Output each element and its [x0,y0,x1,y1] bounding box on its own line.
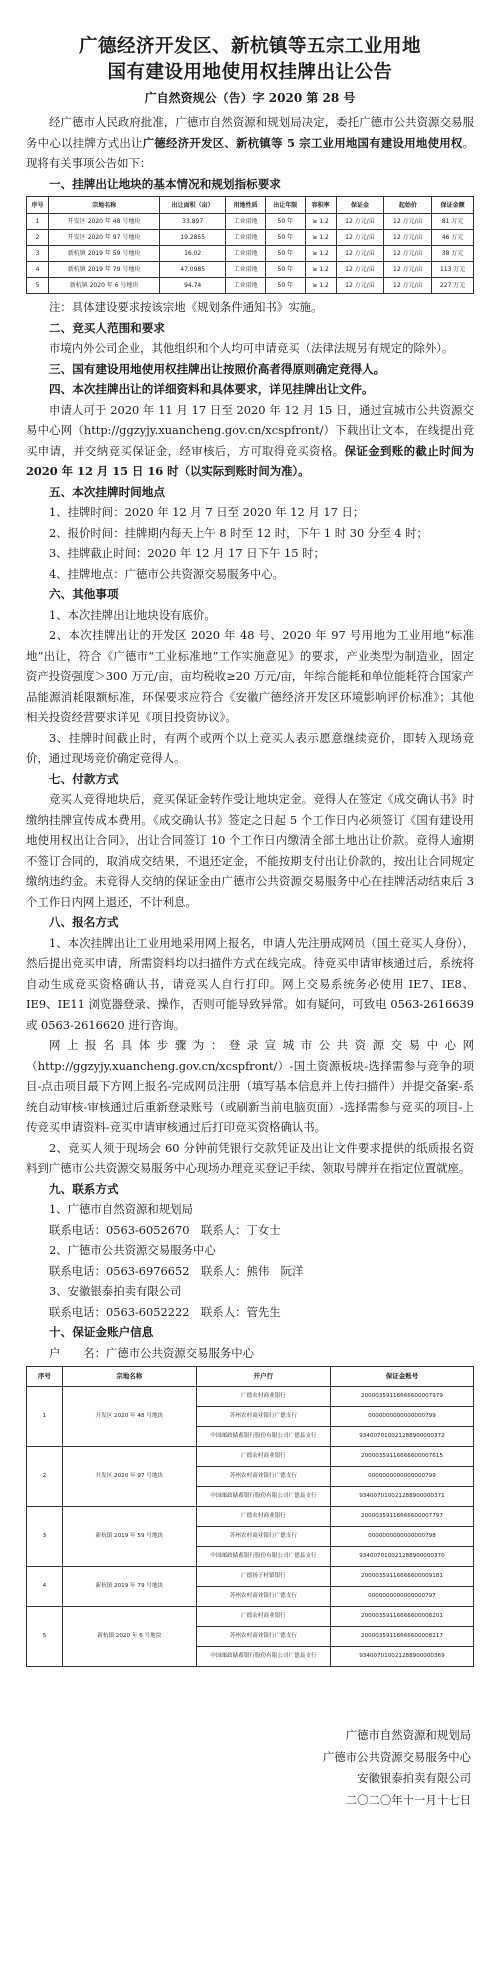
table-row [27,1507,474,1527]
title-line-1: 广德经济开发区、新杭镇等五宗工业用地 [78,36,421,57]
bank-name: 广德农村商业银行 [196,1507,330,1527]
parcel-number: 1 [27,1387,63,1447]
bank-name: 苏州农村商业银行广德支行 [196,1407,330,1427]
table-cell: 开发区 2020 年 97 号地块 [49,230,160,246]
deposit-col-header: 保证金账号 [330,1367,473,1387]
parcel-col-header: 起始价 [384,197,432,214]
table-cell: 12 万元/亩 [336,262,384,278]
bank-name: 广德农村商业银行 [196,1387,330,1407]
table-cell: ≥ 1.2 [305,214,336,230]
table-row [27,1607,474,1627]
schedule-item: 4、挂牌地点：广德市公共资源交易服务中心。 [49,566,285,581]
bank-name: 广德扬子村镇银行 [196,1567,330,1587]
table-cell: 50 年 [265,214,305,230]
table-row [27,1387,474,1407]
table-cell: 12 万元/亩 [336,278,384,294]
table-cell: 5 [27,278,49,294]
intro-highlight: 广德经济开发区、新杭镇等 5 宗工业用地国有建设用地使用权 [142,135,463,150]
account-number: 934007010021288900000371 [330,1487,473,1507]
parcel-table [26,196,474,294]
table-cell: 227 万元 [432,278,474,294]
table-cell: 12 万元/亩 [384,262,432,278]
table-cell: 新杭镇 2019 年 79 号地块 [49,262,160,278]
signature-block [26,1725,474,1811]
section-5-heading: 五、本次挂牌时间地点 [49,484,165,499]
table-cell: 12 万元/亩 [336,246,384,262]
table-cell: 12 万元/亩 [336,230,384,246]
parcel-col-header: 用地性质 [226,197,266,214]
table-cell: 50 年 [265,262,305,278]
section-10-heading: 十、保证金账户信息 [49,1325,154,1339]
section-1-heading: 一、挂牌出让地块的基本情况和规划指标要求 [49,176,281,191]
table-cell: 开发区 2020 年 48 号地块 [49,214,160,230]
account-holder: 户 名：广德市公共资源交易服务中心 [49,1345,255,1360]
schedule-item: 1、挂牌时间：2020 年 12 月 7 日至 2020 年 12 月 17 日； [49,505,365,519]
deposit-table-header [27,1367,474,1387]
parcel-col-header: 保证金额 [432,197,474,214]
deposit-col-header: 序号 [27,1367,63,1387]
account-number: 20000359116666600007797 [330,1507,473,1527]
parcel-col-header: 序号 [27,197,49,214]
account-number: 0000000000000000797 [330,1587,473,1607]
section-2-text: 市境内外公司企业，其他组织和个人均可申请竞买（法律法规另有规定的除外）。 [49,341,454,355]
parcel-col-header: 出让面积（亩） [160,197,226,214]
account-number: 20000359116666600009181 [330,1567,473,1587]
section-7-text: 竞买人竞得地块后，竞买保证金转作受让地块定金。竞得人在签定《成交确认书》时缴纳挂牌宣传成本费用。《成交确认书》签定之日起 5 个工作日内必须签订《国有建设用地使用权出让合同》，出让合同签订 10 个工作日内缴清全部土地出让价款。竞得人逾期不签订合同的，取消成交结果，不退还定金，不能按期支付出让价款的，按出让合同规定缴纳违约金。未竞得人交纳的保证金由广德市公共资源交易服务中心在挂牌活动结束后 3 个工作日内网上退还，不计利息。 [26,792,474,909]
table-note: 注：具体建设要求按该宗地《规划条件通知书》实施。 [49,300,323,314]
table-row [27,246,474,262]
parcel-number: 5 [27,1607,63,1667]
table-cell: 12 万元/亩 [384,230,432,246]
account-number: 0000000000000000799 [330,1467,473,1487]
table-cell: 12 万元/亩 [336,214,384,230]
title-line-2: 国有建设用地使用权挂牌出让公告 [107,62,393,83]
deposit-deadline: 保证金到账的截止时间为 2020 年 12 月 15 日 16 时（以实际到账时间为准）。 [26,443,474,478]
bank-name: 中国邮政储蓄银行股份有限公司广德县支行 [196,1487,330,1507]
bank-name: 广德农村商业银行 [196,1447,330,1467]
table-cell: ≥ 1.2 [305,230,336,246]
section-8-text-2: 网上报名具体步骤为：登录宣城市公共资源交易中心网（http://ggzyjy.xuancheng.gov.cn/xcspfront/）-国土资源板块-选择需参与竞争的项目-点击项目最下方网上报名-完成网员注册（填写基本信息并上传扫描件）并提交备案-系统自动审核-审核通过后重新登录账号（或刷新当前电脑页面）-选择需参与竞买的项目-上传竞买申请资料-竞买申请审核通过后打印竞买资格确认书。 [26,1038,474,1134]
table-cell: 工业用地 [226,230,266,246]
signature-line: 广德市公共资源交易服务中心 [322,1749,471,1764]
parcel-name: 开发区 2020 年 48 号地块 [62,1387,196,1447]
contact-line: 联系电话：0563-6052222 联系人：管先生 [49,1304,281,1319]
deposit-col-header: 开户行 [196,1367,330,1387]
table-cell: 3 [27,246,49,262]
table-cell: 工业用地 [226,262,266,278]
account-number: 934007010021288900000369 [330,1647,473,1667]
table-cell: 工业用地 [226,214,266,230]
table-cell: 46 万元 [432,230,474,246]
bank-name: 苏州农村商业银行广德支行 [196,1627,330,1647]
deposit-account-table [26,1366,474,1667]
table-cell: 50 年 [265,246,305,262]
table-cell: 47.0985 [160,262,226,278]
table-row [27,1447,474,1467]
parcel-col-header: 出让年限 [265,197,305,214]
table-cell: 12 万元/亩 [384,278,432,294]
bank-name: 广德农村商业银行 [196,1607,330,1627]
table-cell: 113 万元 [432,262,474,278]
table-cell: 50 年 [265,278,305,294]
section-9-heading: 九、联系方式 [49,1181,119,1196]
notice-title [26,34,474,86]
account-number: 0000000000000000799 [330,1407,473,1427]
parcel-name: 开发区 2020 年 97 号地块 [62,1447,196,1507]
section-2-heading: 二、竞买人范围和要求 [49,320,165,335]
parcel-number: 3 [27,1507,63,1567]
table-cell: ≥ 1.2 [305,246,336,262]
account-number: 20000359116666600007615 [330,1447,473,1467]
table-cell: 工业用地 [226,246,266,262]
table-cell: ≥ 1.2 [305,262,336,278]
bank-name: 苏州农村商业银行广德支行 [196,1527,330,1547]
parcel-number: 4 [27,1567,63,1607]
parcel-col-header: 容积率 [305,197,336,214]
table-cell: 12 万元/亩 [384,214,432,230]
section-8-text-1: 1、本次挂牌出让工业用地采用网上报名，申请人先注册成网员（国土竞买人身份），然后提出竞买申请，所需资料均以扫描件方式在线完成。待竞买申请审核通过后，系统将自动生成竞买资格确认书，请竞买人自行打印。网上交易系统务必使用 IE7、IE8、IE9、IE11 浏览器登录、操作，否则可能导致异常。如有疑问，可致电 0563-2616639 或 0563-2616620 进行咨询。 [26,935,474,1032]
table-cell: 38 万元 [432,246,474,262]
table-cell: 工业用地 [226,278,266,294]
table-cell: ≥ 1.2 [305,278,336,294]
bank-name: 中国邮政储蓄银行股份有限公司广德县支行 [196,1647,330,1667]
other-matters [26,605,474,769]
account-number: 934007010021288900000372 [330,1427,473,1447]
account-number: 934007010021288900000370 [330,1547,473,1567]
other-matter-item: 3、挂牌时间截止时，有两个或两个以上竞买人表示愿意继续竞价，即转入现场竞价，通过现场竞价确定竞得人。 [26,730,474,765]
parcel-table-header [27,197,474,214]
contact-line: 2、广德市公共资源交易服务中心 [49,1243,216,1257]
bank-name: 苏州农村商业银行广德支行 [196,1587,330,1607]
section-8-heading: 八、报名方式 [49,915,119,929]
bank-name: 中国邮政储蓄银行股份有限公司广德县支行 [196,1547,330,1567]
other-matter-item: 1、本次挂牌出让地块设有底价。 [49,607,216,622]
section-3-heading: 三、国有建设用地使用权挂牌出让按照价高者得原则确定竞得人。 [49,361,386,376]
table-cell: 94.74 [160,278,226,294]
table-row [27,278,474,294]
signature-line: 二〇二〇年十一月十七日 [345,1792,471,1807]
bank-name: 苏州农村商业银行广德支行 [196,1467,330,1487]
table-cell: 81 万元 [432,214,474,230]
contact-line: 3、安徽银泰拍卖有限公司 [49,1284,182,1298]
table-cell: 新杭镇 2019 年 59 号地块 [49,246,160,262]
contact-line: 联系电话：0563-6052670 联系人：丁女士 [49,1222,281,1237]
parcel-name: 新杭镇 2019 年 79 号地块 [62,1567,196,1607]
table-row [27,262,474,278]
parcel-col-header: 保证金 [336,197,384,214]
section-6-heading: 六、其他事项 [49,587,119,601]
parcel-number: 2 [27,1447,63,1507]
contact-line: 联系电话：0563-6976652 联系人：熊伟 阮洋 [49,1263,304,1278]
other-matter-item: 2、本次挂牌出让的开发区 2020 年 48 号、2020 年 97 号用地为工业用地“标准地”出让，符合《广德市“工业标准地”工作实施意见》的要求，产业类型为制造业，固定资产投资强度＞300 万元/亩，亩均税收≥20 万元/亩，年综合能耗和单位能耗符合国家产品能源消耗限额标准，环保要求应符合《安徽广德经济开发区环境影响评价标准》；其他相关投资经营要求详见《项目投资协议》。 [26,628,474,724]
table-cell: 12 万元/亩 [384,246,432,262]
table-row [27,214,474,230]
table-cell: 16.02 [160,246,226,262]
signature-line: 安徽银泰拍卖有限公司 [357,1771,471,1785]
signature-line: 广德市自然资源和规划局 [345,1728,471,1742]
section-8-text-3: 2、竞买人须于现场会 60 分钟前凭银行交款凭证及出让文件要求提供的纸质报名资料到广德市公共资源交易服务中心现场办理竞买登记手续、领取号牌并在指定位置就座。 [26,1140,474,1175]
table-cell: 19.2855 [160,230,226,246]
table-cell: 33.897 [160,214,226,230]
deposit-col-header: 宗地名称 [62,1367,196,1387]
section-7-heading: 七、付款方式 [49,771,119,786]
parcel-name: 新杭镇 2019 年 59 号地块 [62,1507,196,1567]
table-row [27,230,474,246]
table-cell: 50 年 [265,230,305,246]
account-number: 20000359116666600007979 [330,1387,473,1407]
intro-paragraph: 经广德市人民政府批准，广德市自然资源和规划局决定，委托广德市公共资源交易服务中心以挂牌方式出让广德经济开发区、新杭镇等 5 宗工业用地国有建设用地使用权。现将有关事项公告如下： [26,115,474,170]
table-cell: 1 [27,214,49,230]
table-row [27,1567,474,1587]
section-4-heading: 四、本次挂牌出让的详细资料和具体要求，详见挂牌出让文件。 [49,382,374,396]
account-number: 20000359116666600008201 [330,1607,473,1627]
parcel-name: 新杭镇 2020 年 6 号地块 [62,1607,196,1667]
listing-schedule [26,502,474,584]
schedule-item: 3、挂牌截止时间：2020 年 12 月 17 日下午 15 时； [49,546,325,560]
schedule-item: 2、报价时间：挂牌期内每天上午 8 时至 12 时，下午 1 时 30 分至 4 时； [49,525,428,540]
contact-line: 1、广德市自然资源和规划局 [49,1202,193,1216]
section-4-text: 申请人可于 2020 年 11 月 17 日至 2020 年 12 月 15 日，通过宣城市公共资源交易中心网（http://ggzyjy.xuancheng.gov.cn/xcspfront/）下载出让文本，在线提出竞买申请，并交纳竞买保证金，经审核后，方可取得竞买资格。保证金到账的截止时间为 2020 年 12 月 15 日 16 时（以实际到账时间为准）。 [26,402,474,478]
parcel-col-header: 宗地名称 [49,197,160,214]
account-number: 0000000000000000798 [330,1527,473,1547]
table-cell: 4 [27,262,49,278]
bank-name: 中国邮政储蓄银行股份有限公司广德县支行 [196,1427,330,1447]
table-cell: 2 [27,230,49,246]
contact-list [26,1199,474,1322]
table-cell: 新杭镇 2020 年 6 号地块 [49,278,160,294]
account-number: 20000359116666600008217 [330,1627,473,1647]
document-number: 广自然资规公（告）字 2020 第 28 号 [144,91,356,105]
